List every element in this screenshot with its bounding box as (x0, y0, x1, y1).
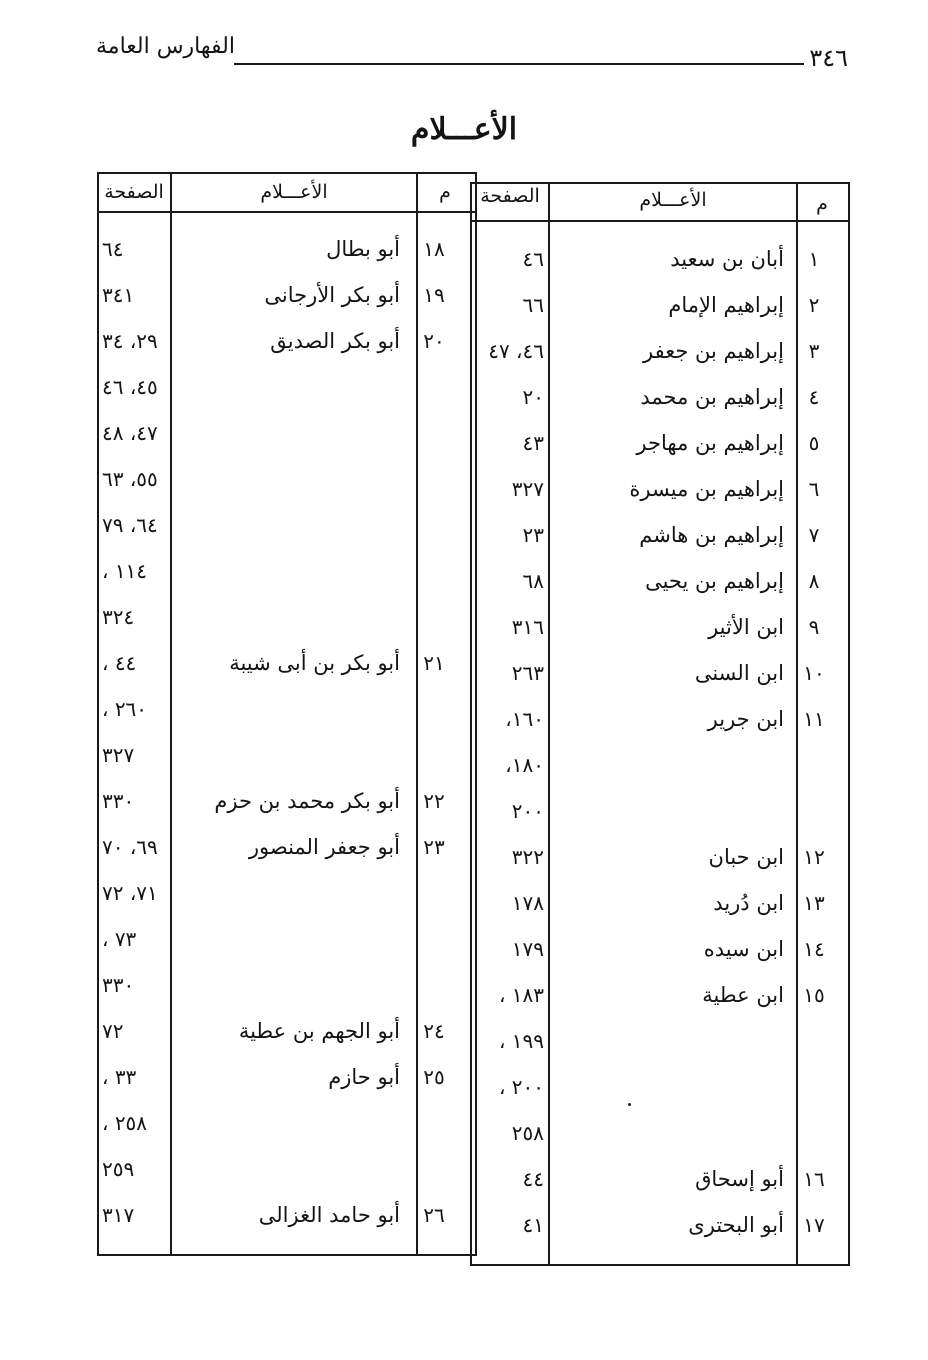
entry-name: أبو بكر محمد بن حزم (214, 789, 400, 813)
entry-name: أبو جعفر المنصور (248, 835, 400, 859)
entry-name: ابن الأثير (708, 615, 784, 639)
entry-number (412, 602, 456, 632)
entry-name: ابن حبان (708, 845, 784, 869)
entry-name: أبو حامد الغزالى (258, 1203, 400, 1227)
entry-pages: ٤٣ (522, 431, 544, 455)
entry-pages: ١٨٠، (505, 753, 544, 777)
entry-name: أبو بكر بن أبى شيبة (229, 651, 400, 675)
entry-pages: ٣٢٧ (511, 477, 544, 501)
entry-pages: ٤٤ (522, 1167, 544, 1191)
entry-pages: ٣٣٠ (102, 789, 135, 813)
entry-pages: ٧١، ٧٢ (102, 881, 158, 905)
entry-pages: ٢٥٨ ، (102, 1111, 148, 1135)
entry-number (412, 740, 456, 770)
right-header-page: الصفحة (480, 185, 540, 207)
entry-number: ٨ (808, 569, 820, 593)
entry-pages: ٤١ (522, 1213, 544, 1237)
entry-pages: ٦٤ (102, 237, 124, 261)
entry-number: ١ (808, 247, 820, 271)
entry-number: ١٣ (803, 891, 825, 915)
entry-number (412, 372, 456, 402)
entry-name: أبان بن سعيد (670, 247, 784, 271)
entry-number (796, 1026, 832, 1056)
entry-pages: ٣٤١ (102, 283, 135, 307)
header-rule (234, 63, 804, 65)
entry-number: ٢ (808, 293, 820, 317)
entry-pages: ٣١٦ (511, 615, 544, 639)
entry-number: ١٨ (423, 237, 445, 261)
entry-name: أبو الجهم بن عطية (238, 1019, 400, 1043)
entry-number (412, 878, 456, 908)
entry-name: إبراهيم بن جعفر (643, 339, 784, 363)
entry-number (796, 1118, 832, 1148)
entry-number (796, 750, 832, 780)
entry-name: إبراهيم بن هاشم (639, 523, 784, 547)
entry-name: إبراهيم بن محمد (640, 385, 784, 409)
entry-number: ٦ (808, 477, 820, 501)
entry-number: ٢٥ (423, 1065, 445, 1089)
entry-pages: ٢٦٣ (511, 661, 544, 685)
entry-number: ٥ (808, 431, 820, 455)
entry-name: أبو بكر الأرجانى (264, 283, 400, 307)
entry-number (412, 694, 456, 724)
entry-pages: ٢٩، ٣٤ (102, 329, 158, 353)
entry-pages: ٦٩، ٧٠ (102, 835, 158, 859)
right-header-index: م (816, 193, 828, 215)
entry-pages: ١١٤ ، (102, 559, 148, 583)
right-table-divider-page (548, 182, 550, 1264)
entry-pages: ٧٣ ، (102, 927, 137, 951)
left-table-divider-page (170, 172, 172, 1254)
entry-pages: ٤٧، ٤٨ (102, 421, 158, 445)
left-header-name: الأعـــلام (260, 181, 328, 203)
left-table-header-rule (97, 211, 475, 213)
entry-number (412, 464, 456, 494)
entry-number: ٢٤ (423, 1019, 445, 1043)
entry-name: ابن عطية (702, 983, 784, 1007)
entry-number (412, 970, 456, 1000)
entry-number: ١٤ (803, 937, 825, 961)
entry-name: إبراهيم بن ميسرة (629, 477, 784, 501)
entry-number: ٢١ (423, 651, 445, 675)
entry-number (412, 1154, 456, 1184)
entry-pages: ٢٠ (522, 385, 544, 409)
entry-number: ١٦ (803, 1167, 825, 1191)
running-header (96, 34, 848, 72)
entry-pages: ١٨٣ ، (498, 983, 544, 1007)
entry-pages: ٦٦ (522, 293, 544, 317)
entry-pages: ٤٦، ٤٧ (488, 339, 544, 363)
entry-number (412, 418, 456, 448)
entry-pages: ١٩٩ ، (498, 1029, 544, 1053)
entry-pages: ٢٥٩ (102, 1157, 135, 1181)
entry-name: إبراهيم الإمام (668, 293, 784, 317)
entry-number: ٧ (808, 523, 820, 547)
entry-name: أبو إسحاق (695, 1167, 784, 1191)
entry-number: ١٢ (803, 845, 825, 869)
entry-pages: ٦٨ (522, 569, 544, 593)
entry-pages: ١٦٠، (505, 707, 544, 731)
entry-pages: ٢٦٠ ، (102, 697, 148, 721)
entry-pages: ٢٠٠ ، (498, 1075, 544, 1099)
entry-pages: ٣٢٤ (102, 605, 135, 629)
entry-number (796, 1072, 832, 1102)
entry-name: ابن جرير (707, 707, 784, 731)
entry-number: ٤ (808, 385, 820, 409)
entry-pages: ٢٥٨ (511, 1121, 544, 1145)
entry-name: ابن سيده (703, 937, 784, 961)
entry-pages: ٣٣٠ (102, 973, 135, 997)
stray-mark (628, 1103, 631, 1106)
left-header-page: الصفحة (104, 181, 164, 203)
right-table-header-rule (470, 220, 848, 222)
entry-number (412, 924, 456, 954)
entry-pages: ٣١٧ (102, 1203, 135, 1227)
page-title: الأعـــلام (410, 112, 518, 147)
entry-name: ابن دُريد (713, 891, 784, 915)
entry-name: أبو البحترى (688, 1213, 784, 1237)
entry-number (412, 1108, 456, 1138)
entry-pages: ٥٥، ٦٣ (102, 467, 158, 491)
left-header-index: م (439, 181, 451, 203)
entry-pages: ٣٢٢ (511, 845, 544, 869)
entry-number: ٢٠ (423, 329, 445, 353)
entry-number: ١٩ (423, 283, 445, 307)
entry-pages: ٤٥، ٤٦ (102, 375, 158, 399)
entry-name: أبو بطال (326, 237, 400, 261)
entry-number: ١٥ (803, 983, 825, 1007)
entry-pages: ٤٤ ، (102, 651, 137, 675)
entry-number (412, 556, 456, 586)
entry-pages: ١٧٩ (511, 937, 544, 961)
entry-pages: ٢٠٠ (511, 799, 544, 823)
running-title: الفهارس العامة (96, 34, 235, 59)
entry-name: إبراهيم بن مهاجر (636, 431, 784, 455)
entry-pages: ٧٢ (102, 1019, 124, 1043)
entry-pages: ٦٤، ٧٩ (102, 513, 158, 537)
entry-pages: ٣٣ ، (102, 1065, 137, 1089)
entry-number: ١٧ (803, 1213, 825, 1237)
entry-number: ٣ (808, 339, 820, 363)
entry-pages: ٤٦ (522, 247, 544, 271)
entry-name: ابن السنى (694, 661, 784, 685)
entry-number (796, 796, 832, 826)
entry-number: ١٠ (803, 661, 825, 685)
entry-number: ٢٣ (423, 835, 445, 859)
entry-pages: ٢٣ (522, 523, 544, 547)
entry-pages: ٣٢٧ (102, 743, 135, 767)
entry-name: أبو حازم (328, 1065, 400, 1089)
entry-pages: ١٧٨ (511, 891, 544, 915)
entry-name: إبراهيم بن يحيى (645, 569, 784, 593)
right-header-name: الأعـــلام (639, 189, 707, 211)
entry-number: ٩ (808, 615, 820, 639)
entry-number: ١١ (803, 707, 825, 731)
entry-number (412, 510, 456, 540)
page-number: ٣٤٦ (809, 44, 848, 72)
entry-name: أبو بكر الصديق (270, 329, 400, 353)
entry-number: ٢٦ (423, 1203, 445, 1227)
entry-number: ٢٢ (423, 789, 445, 813)
